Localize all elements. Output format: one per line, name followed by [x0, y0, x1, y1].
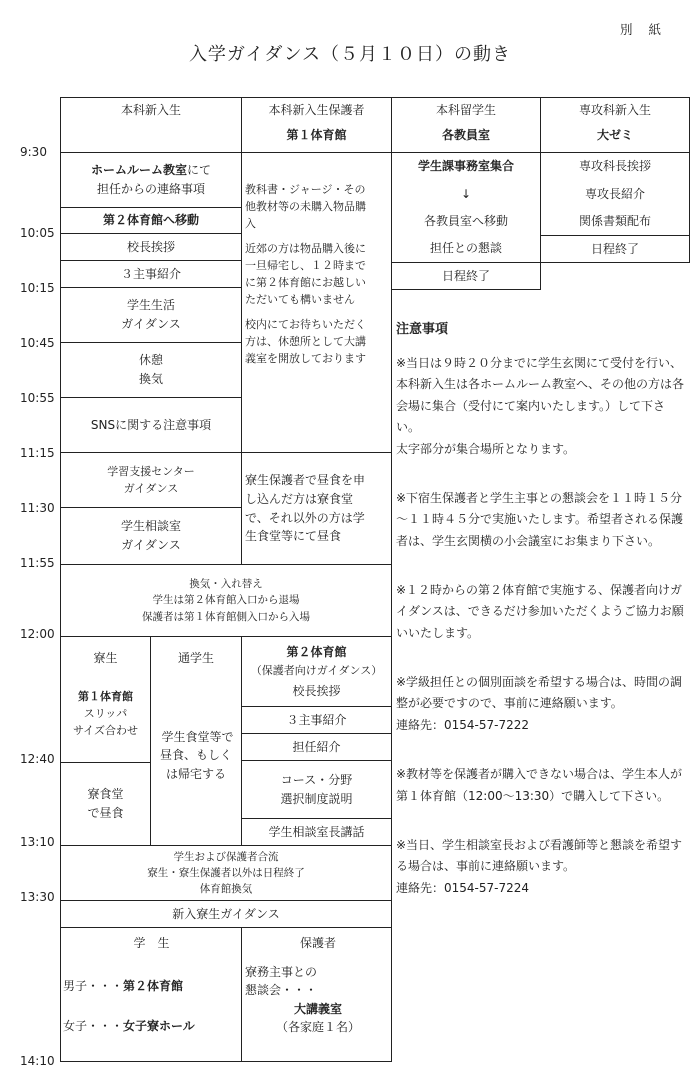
note-1: ※当日は９時２０分までに学生玄関にて受付を行い、本科新入生は各ホームルーム教室へ、その他の方は各会場に集合（受付にて案内いたします。）して下さい。 [396, 356, 685, 435]
freshmen-break: 休憩 換気 [60, 342, 242, 398]
dormguide-title: 新入寮生ガイダンス [60, 900, 392, 928]
gym2-homeroom-intro: 担任紹介 [241, 733, 392, 761]
note-3: ※１２時からの第２体育館で実施する、保護者向けガイダンスは、できるだけ参加いただくようご協力お願いいたします。 [396, 583, 684, 640]
header-freshmen: 本科新入生 [60, 97, 242, 153]
attachment-label: 別 紙 [620, 22, 667, 37]
gym2-course: コース・分野 選択制度説明 [241, 760, 392, 819]
notes-section [396, 318, 686, 899]
advanced-end: 日程終了 [540, 235, 690, 263]
advanced-schedule: 専攻科長挨拶 専攻長紹介 関係書類配布 [540, 152, 690, 236]
dorm-students: 寮生 第１体育館 スリッパ サイズ合わせ [60, 636, 151, 763]
note-5: ※教材等を保護者が購入できない場合は、学生本人が第１体育館（12:00～13:30）で購入して下さい。 [396, 767, 683, 803]
freshmen-learning-center: 学習支援センター ガイダンス [60, 452, 242, 508]
time-label: 12:40 [20, 752, 55, 766]
time-label: 13:10 [20, 835, 55, 849]
time-label: 13:30 [20, 890, 55, 904]
time-label: 11:55 [20, 556, 55, 570]
header-parents: 本科新入生保護者 第１体育館 [241, 97, 392, 153]
dorm-lunch: 寮食堂 で昼食 [60, 762, 151, 846]
dormguide-students: 学 生 男子・・・第２体育館 女子・・・女子寮ホール [60, 927, 242, 1062]
freshmen-sns: SNSに関する注意事項 [60, 397, 242, 453]
note-4: ※学級担任との個別面談を希望する場合は、時間の調整が必要ですので、事前に連絡願います。 [396, 675, 683, 711]
header-intl: 本科留学生 各教員室 [391, 97, 541, 153]
header-advanced: 専攻科新入生 大ゼミ [540, 97, 690, 153]
notes-heading: 注意事項 [396, 322, 449, 337]
gym2-guidance: 第２体育館 （保護者向けガイダンス） 校長挨拶 [241, 636, 392, 707]
parents-notes: 教科書・ジャージ・その 他教材等の未購入物品購 入 近郊の方は物品購入後に 一旦帰宅し、１２時まで に第２体育館にお越しい ただいても構いません 校内にてお待ちいただく 方は、休憩所として大講 義室を開放しております [241, 152, 392, 453]
note-6: ※当日、学生相談室長および看護師等と懇談を希望する場合は、事前に連絡願います。 [396, 837, 683, 874]
freshmen-counsel: 学生相談室 ガイダンス [60, 507, 242, 565]
freshmen-student-life: 学生生活 ガイダンス [60, 287, 242, 343]
time-label: 10:15 [20, 281, 55, 295]
time-label: 11:15 [20, 446, 55, 460]
time-label: 9:30 [20, 145, 47, 159]
freshmen-move-gym2: 第２体育館へ移動 [60, 207, 242, 234]
page-title: 入学ガイダンス（５月１０日）の動き [188, 44, 512, 65]
time-label: 12:00 [20, 627, 55, 641]
note-6-contact: 連絡先：0154-57-7224 [396, 880, 530, 895]
freshmen-principal: 校長挨拶 [60, 233, 242, 261]
time-label: 11:30 [20, 501, 55, 515]
note-4-contact: 連絡先：0154-57-7222 [396, 717, 530, 732]
parents-lunch: 寮生保護者で昼食を申 し込んだ方は寮食堂 で、それ以外の方は学 生食堂等にて昼食 [241, 452, 392, 565]
dormguide-guardians: 保護者 寮務主事との 懇談会・・・ 大講義室 （各家庭１名） [241, 927, 392, 1062]
intl-schedule: 学生課事務室集合 ↓ 各教員室へ移動 担任との懇談 [391, 152, 541, 263]
commuter-students: 通学生 学生食堂等で 昼食、もしく は帰宅する [150, 636, 242, 846]
time-label: 10:45 [20, 336, 55, 350]
note-1b: 太字部分が集合場所となります。 [396, 441, 576, 456]
gym2-three-heads: ３主事紹介 [241, 706, 392, 734]
note-2: ※下宿生保護者と学生主事との懇談会を１１時１５分～１１時４５分で実施いたします。希望者される保護者は、学生玄関横の小会議室にお集まり下さい。 [396, 490, 684, 548]
time-label: 14:10 [20, 1054, 55, 1068]
intl-end: 日程終了 [391, 262, 541, 290]
freshmen-three-heads: ３主事紹介 [60, 260, 242, 288]
merge-row: 学生および保護者合流 寮生・寮生保護者以外は日程終了 体育館換気 [60, 845, 392, 901]
freshmen-homeroom: ホームルーム教室にて 担任からの連絡事項 [60, 152, 242, 208]
gym2-counsel-head: 学生相談室長講話 [241, 818, 392, 846]
switch-row: 換気・入れ替え 学生は第２体育館入口から退場 保護者は第１体育館側入口から入場 [60, 564, 392, 637]
time-label: 10:55 [20, 391, 55, 405]
time-label: 10:05 [20, 226, 55, 240]
